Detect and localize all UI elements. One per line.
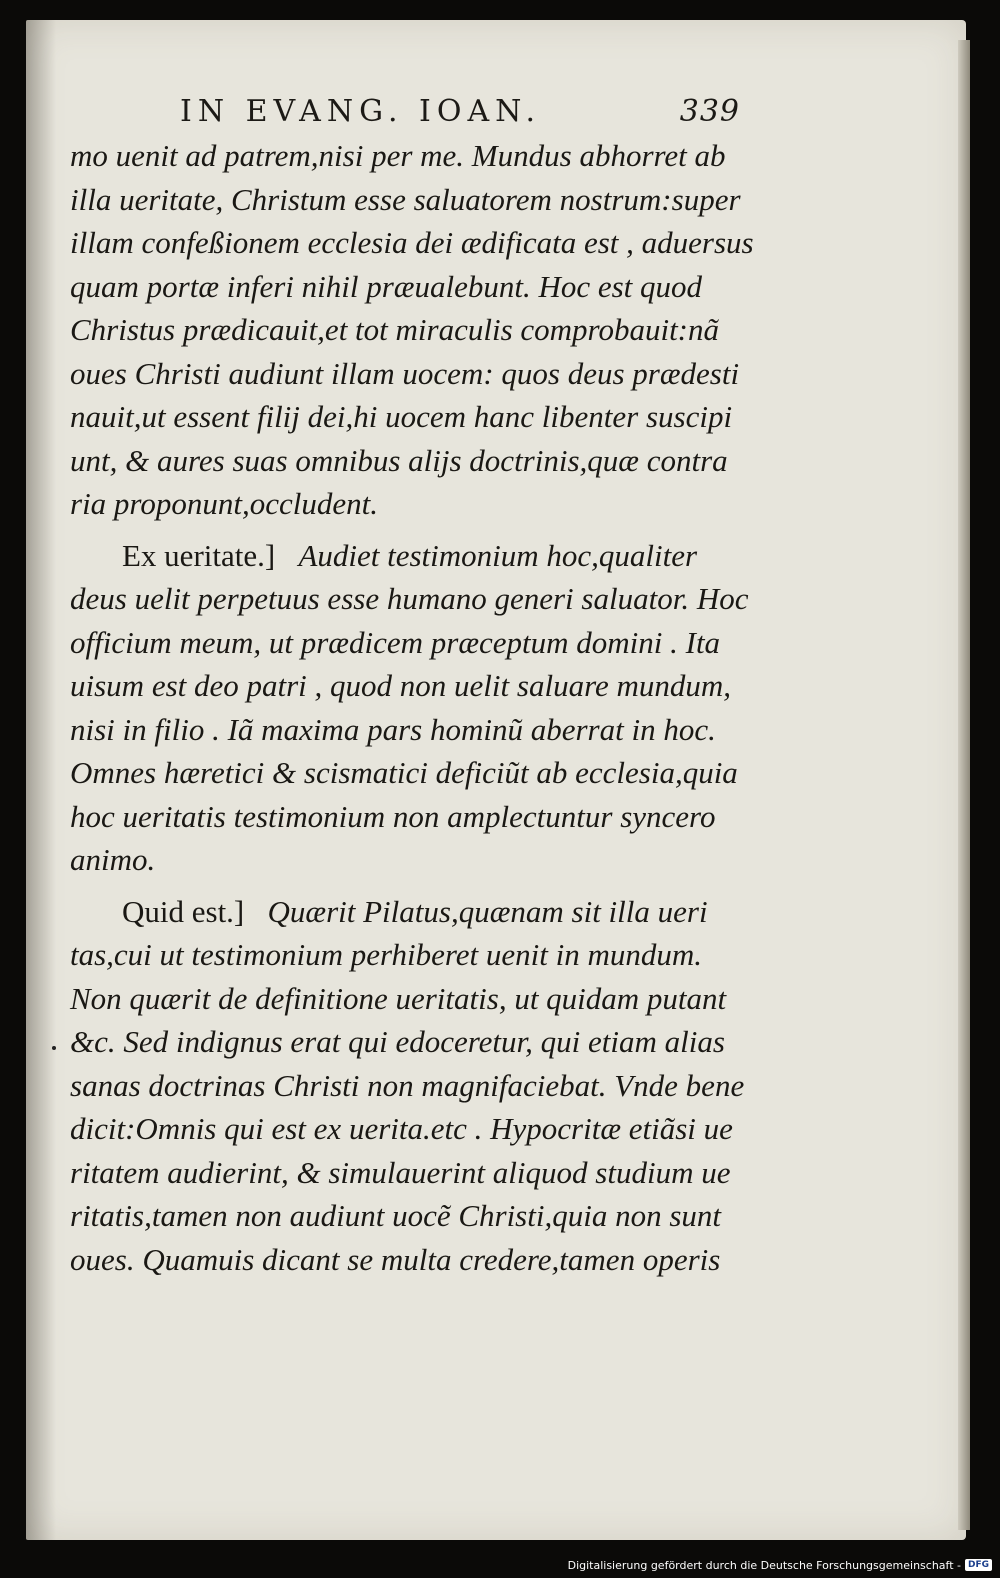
text-line: nisi in filio . Iã maxima pars hominũ aberrat in hoc. (70, 711, 716, 747)
lemma: Ex ueritate.] (122, 537, 276, 573)
text-line: unt, & aures suas omnibus alijs doctrinis,quæ contra (70, 442, 728, 478)
text-line: Non quærit de definitione ueritatis, ut quidam putant (70, 980, 727, 1016)
page-number: 339 (679, 94, 740, 129)
text-line: &c. Sed indignus erat qui edoceretur, qui etiam alias (70, 1024, 725, 1059)
text-line: ritatem audierint, & simulauerint aliquod studium ue (70, 1154, 731, 1190)
text-line: oues. Quamuis dicant se multa credere,tamen operis (70, 1241, 721, 1277)
text-line: deus uelit perpetuus esse humano generi saluator. Hoc (70, 581, 749, 616)
text-line: illam confeßionem ecclesia dei ædificata est , aduersus (70, 225, 754, 260)
running-title: IN EVANG. IOAN. (180, 94, 542, 129)
ink-speck (52, 1046, 56, 1050)
text-line: hoc ueritatis testimonium non amplectuntur syncero (70, 798, 716, 834)
text-line: officium meum, ut prædicem præceptum domini . Ita (70, 624, 721, 660)
text-line: sanas doctrinas Christi non magnifaciebat. Vnde bene (70, 1067, 745, 1103)
page-edge (958, 40, 970, 1530)
credit-text: Digitalisierung gefördert durch die Deutsche Forschungsgemeinschaft - (567, 1558, 961, 1572)
paragraph-first-line (70, 890, 750, 934)
page-text (70, 134, 754, 1281)
text-span: Quærit Pilatus,quænam sit illa ueri (267, 893, 708, 929)
text-line: Christus prædicauit,et tot miraculis comprobauit:nã (70, 312, 720, 347)
text-line: Omnes hæretici & scismatici deficiũt ab ecclesia,quia (70, 755, 738, 790)
text-line: uisum est deo patri , quod non uelit saluare mundum, (70, 668, 732, 703)
paragraph-first-line (70, 534, 750, 578)
text-line: ria proponunt,occludent. (70, 486, 378, 521)
text-line: illa ueritate, Christum esse saluatorem nostrum:super (70, 181, 741, 217)
text-line: ritatis,tamen non audiunt uocẽ Christi,quia non sunt (70, 1198, 722, 1233)
running-header (180, 86, 740, 136)
text-line: tas,cui ut testimonium perhiberet uenit in mundum. (70, 937, 703, 972)
lemma: Quid est.] (122, 893, 245, 929)
text-line: quam portæ inferi nihil præualebunt. Hoc est quod (70, 268, 703, 304)
text-line: animo. (70, 842, 156, 877)
text-span: Audiet testimonium hoc,qualiter (298, 537, 698, 573)
dfg-logo: DFG (965, 1559, 992, 1571)
text-line: oues Christi audiunt illam uocem: quos deus prædesti (70, 355, 740, 391)
digitization-credit (568, 1555, 992, 1575)
text-line: dicit:Omnis qui est ex uerita.etc . Hypocritæ etiãsi ue (70, 1111, 733, 1146)
text-line: nauit,ut essent filij dei,hi uocem hanc libenter suscipi (70, 399, 733, 434)
text-line: mo uenit ad patrem,nisi per me. Mundus abhorret ab (70, 138, 726, 173)
